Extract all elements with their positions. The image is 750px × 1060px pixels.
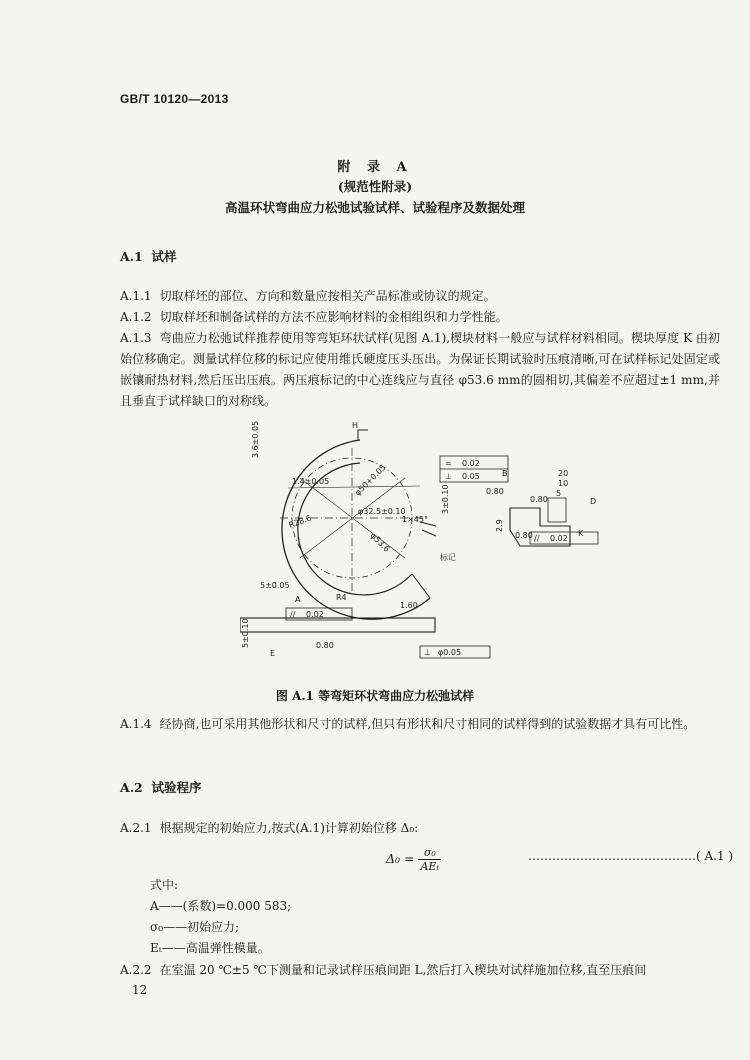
section-title: 试样 bbox=[151, 249, 177, 264]
wedge-block bbox=[548, 498, 566, 522]
roughness-label: 0.80 bbox=[486, 487, 504, 496]
section-title: 试验程序 bbox=[151, 780, 202, 795]
dim-label: 5±0.10 bbox=[241, 618, 250, 648]
paragraph-a22 bbox=[120, 960, 720, 981]
paragraph-a14 bbox=[120, 714, 720, 735]
section-heading-a2 bbox=[120, 778, 201, 796]
ring-notch bbox=[420, 522, 436, 536]
clause-text: 切取样坯和制备试样的方法不应影响材料的金相组织和力学性能。 bbox=[159, 310, 508, 324]
standard-code-header: GB/T 10120—2013 bbox=[120, 92, 229, 106]
paragraph-a12 bbox=[120, 307, 720, 328]
tolerance-value: 0.02 bbox=[462, 459, 480, 468]
clause-number: A.1.2 bbox=[120, 310, 152, 324]
tolerance-value: 0.05 bbox=[462, 472, 480, 481]
section-heading-a1 bbox=[120, 247, 176, 265]
tolerance-symbol: // bbox=[290, 610, 296, 619]
datum-label: D bbox=[590, 497, 597, 506]
tolerance-value: 0.02 bbox=[306, 610, 324, 619]
tolerance-value: 0.02 bbox=[550, 534, 568, 543]
dim-label: φ32.5±0.10 bbox=[358, 507, 406, 516]
dim-label: 5±0.05 bbox=[260, 581, 290, 590]
annex-name: 高温环状弯曲应力松弛试验试样、试验程序及数据处理 bbox=[224, 200, 525, 215]
clause-text: 经协商,也可采用其他形状和尺寸的试样,但只有形状和尺寸相同的试样得到的试验数据才具有可比性。 bbox=[159, 717, 696, 731]
paragraph-a21 bbox=[120, 818, 720, 839]
datum-label: E bbox=[270, 649, 276, 658]
mark-label: 标记 bbox=[440, 553, 456, 562]
dim-label: 3±0.10 bbox=[441, 484, 450, 514]
equation-number: ……………………………………( A.1 ) bbox=[528, 849, 734, 863]
datum-label: K bbox=[578, 529, 584, 538]
tolerance-symbol: = bbox=[445, 459, 452, 468]
clause-number: A.1.4 bbox=[120, 717, 152, 731]
dim-label: 1.4±0.05 bbox=[292, 477, 330, 486]
section-number: A.2 bbox=[120, 780, 143, 795]
width-label: 5 bbox=[556, 489, 562, 498]
width-label: 2.9 bbox=[495, 519, 504, 532]
formula-denominator: AEₜ bbox=[420, 860, 440, 873]
tolerance-value: φ0.05 bbox=[438, 648, 462, 657]
clause-text: 弯曲应力松弛试样推荐使用等弯矩环状试样(见图 A.1),楔块材料一般应与试样材料相同。楔块厚度 K 由初始位移确定。测量试样位移的标记应使用维氏硬度压头压出。为保证长期试验时压痕清晰,可在试样标记处固定或嵌镶耐热材料,然后压出压痕。两压痕标记的中心连线应与直径 φ53.6 mm的圆相切,其偏差不应超过±1 mm,并且垂直于试样缺口的对称线。 bbox=[120, 331, 720, 408]
dim-label: 1×45° bbox=[402, 515, 428, 524]
width-label: 10 bbox=[558, 479, 569, 488]
figure-caption: 图 A.1 等弯矩环状弯曲应力松弛试样 bbox=[275, 689, 475, 703]
ring-outer-edge bbox=[282, 440, 430, 619]
specimen-drawing bbox=[240, 418, 610, 678]
width-label: 20 bbox=[558, 469, 569, 478]
where-intro: 式中: bbox=[150, 878, 179, 892]
where-item: Eₜ——高温弹性模量。 bbox=[150, 941, 270, 955]
clause-number: A.1.1 bbox=[120, 289, 152, 303]
annex-title: 附 录 A bbox=[337, 160, 413, 175]
roughness-label: 1.60 bbox=[400, 601, 418, 610]
tolerance-symbol: // bbox=[534, 534, 540, 543]
notch-tab bbox=[358, 430, 368, 440]
section-number: A.1 bbox=[120, 249, 143, 264]
tolerance-symbol: ⊥ bbox=[445, 472, 452, 481]
formula-lhs: Δ₀ = bbox=[386, 851, 415, 866]
roughness-label: 0.80 bbox=[316, 641, 334, 650]
dim-label: R28.6 bbox=[287, 513, 313, 530]
paragraph-a13 bbox=[120, 328, 720, 412]
datum-label: A bbox=[295, 595, 301, 604]
paragraph-a11 bbox=[120, 286, 720, 307]
dimension-line bbox=[288, 486, 420, 488]
formula-a1 bbox=[386, 846, 441, 873]
dim-label: φ53.6 bbox=[368, 531, 392, 554]
where-item: σ₀——初始应力; bbox=[150, 920, 240, 934]
ring-slot-lower bbox=[412, 574, 430, 598]
clause-number: A.2.1 bbox=[120, 821, 152, 835]
annex-subtitle: (规范性附录) bbox=[337, 179, 413, 194]
datum-label: H bbox=[352, 421, 359, 430]
clause-number: A.2.2 bbox=[120, 963, 152, 977]
clause-number: A.1.3 bbox=[120, 331, 152, 345]
where-item: A——(系数)=0.000 583; bbox=[150, 899, 292, 913]
formula-numerator: σ₀ bbox=[418, 846, 441, 860]
clause-text: 根据规定的初始应力,按式(A.1)计算初始位移 Δ₀: bbox=[159, 821, 419, 835]
clause-text: 在室温 20 ℃±5 ℃下测量和记录试样压痕间距 L,然后打入楔块对试样施加位移,直至压痕间 bbox=[159, 963, 647, 977]
datum-label: B bbox=[502, 469, 508, 478]
dim-label: φ50+0.05 bbox=[353, 462, 388, 498]
tolerance-symbol: ⊥ bbox=[424, 648, 431, 657]
roughness-label: 0.80 bbox=[530, 495, 548, 504]
dim-label: 3.6±0.05 bbox=[251, 420, 260, 458]
formula-fraction bbox=[418, 846, 441, 873]
clause-text: 切取样坯的部位、方向和数量应按相关产品标准或协议的规定。 bbox=[159, 289, 496, 303]
roughness-label: 0.80 bbox=[515, 531, 533, 540]
dim-label: R4 bbox=[336, 593, 347, 602]
page-number: 12 bbox=[132, 983, 148, 997]
